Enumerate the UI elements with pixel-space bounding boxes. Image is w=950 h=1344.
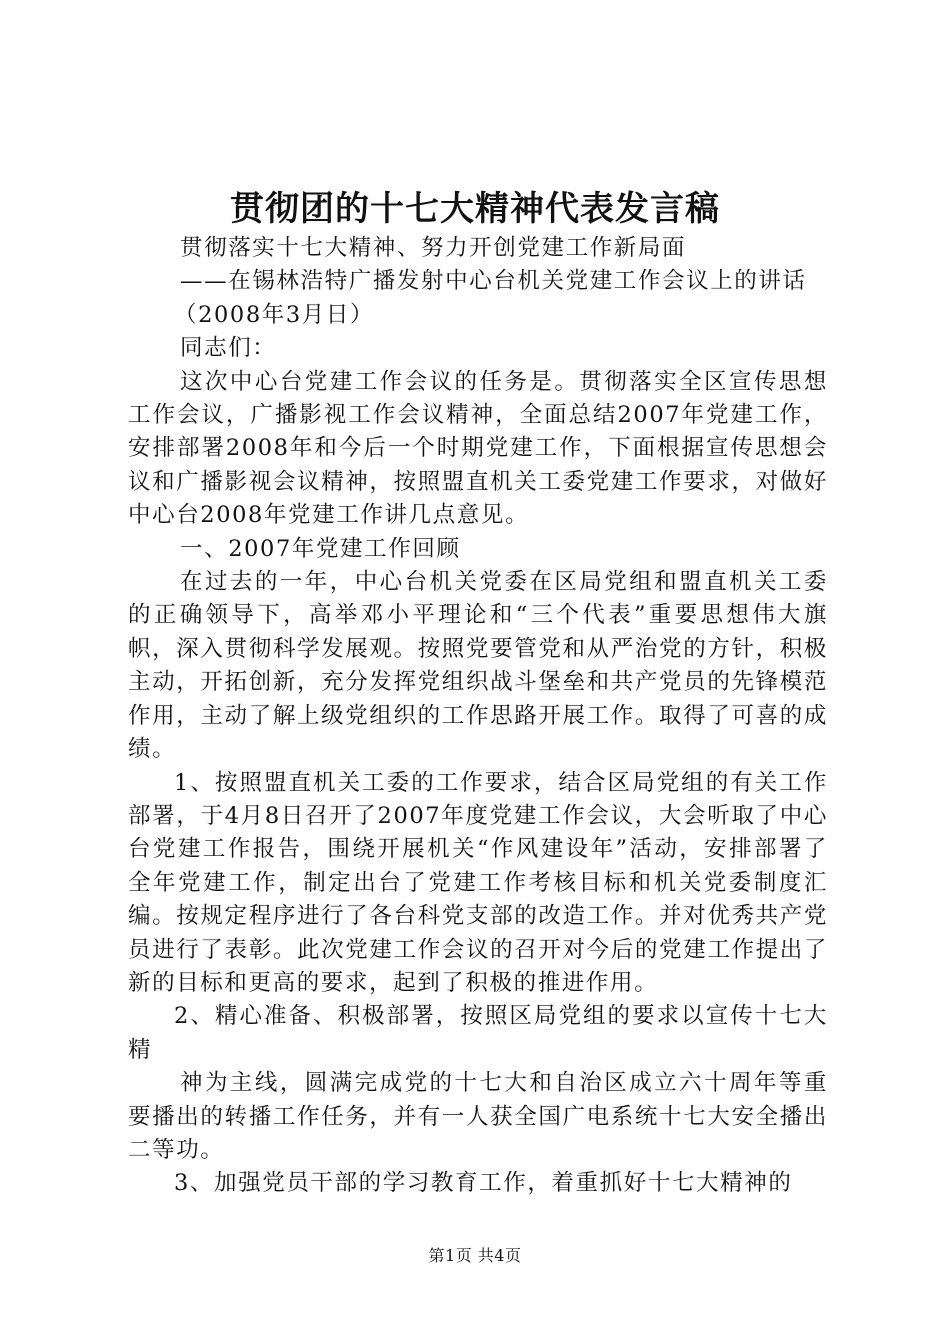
document-body xyxy=(128,232,828,1201)
speech-date: （2008年3月日） xyxy=(174,301,375,328)
speech-occasion: ——在锡林浩特广播发射中心台机关党建工作会议上的讲话 xyxy=(180,268,807,295)
paragraph-review: 在过去的一年，中心台机关党委在区局党组和盟直机关工委的正确领导下，高举邓小平理论和“三个代表”重要思想伟大旗帜，深入贯彻科学发展观。按照党要管党和从严治党的方针，积极主动，开拓创新，充分发挥党组织战斗堡垒和共产党员的先锋模范作用，主动了解上级党组织的工作思路开展工作。取得了可喜的成绩。 xyxy=(128,569,828,763)
salutation: 同志们： xyxy=(180,335,277,362)
paragraph-item-3: 3、加强党员干部的学习教育工作，着重抓好十七大精神的 xyxy=(174,1170,793,1197)
paragraph-item-2-continued: 神为主线，圆满完成党的十七大和自治区成立六十周年等重要播出的转播工作任务，并有一人获全国广电系统十七大安全播出二等功。 xyxy=(128,1070,828,1163)
subtitle-line: 贯彻落实十七大精神、努力开创党建工作新局面 xyxy=(180,235,687,261)
paragraph-item-2: 2、精心准备、积极部署，按照区局党组的要求以宣传十七大精 xyxy=(128,1003,828,1063)
page-number-footer: 第1页 共4页 xyxy=(428,1246,522,1265)
paragraph-intro: 这次中心台党建工作会议的任务是。贯彻落实全区宣传思想工作会议，广播影视工作会议精神，全面总结2007年党建工作，安排部署2008年和今后一个时期党建工作，下面根据宣传思想会议和广播影视会议精神，按照盟直机关工委党建工作要求，对做好中心台2008年党建工作讲几点意见。 xyxy=(128,368,828,529)
section-heading-1: 一、2007年党建工作回顾 xyxy=(180,535,461,562)
document-title: 贯彻团的十七大精神代表发言稿 xyxy=(230,189,720,229)
paragraph-item-1: 1、按照盟直机关工委的工作要求，结合区局党组的有关工作部署，于4月8日召开了2007年度党建工作会议，大会听取了中心台党建工作报告，围绕开展机关“作风建设年”活动，安排部署了全年党建工作，制定出台了党建工作考核目标和机关党委制度汇编。按规定程序进行了各台科党支部的改造工作。并对优秀共产党员进行了表彰。此次党建工作会议的召开对今后的党建工作提出了新的目标和更高的要求，起到了积极的推进作用。 xyxy=(128,769,828,996)
